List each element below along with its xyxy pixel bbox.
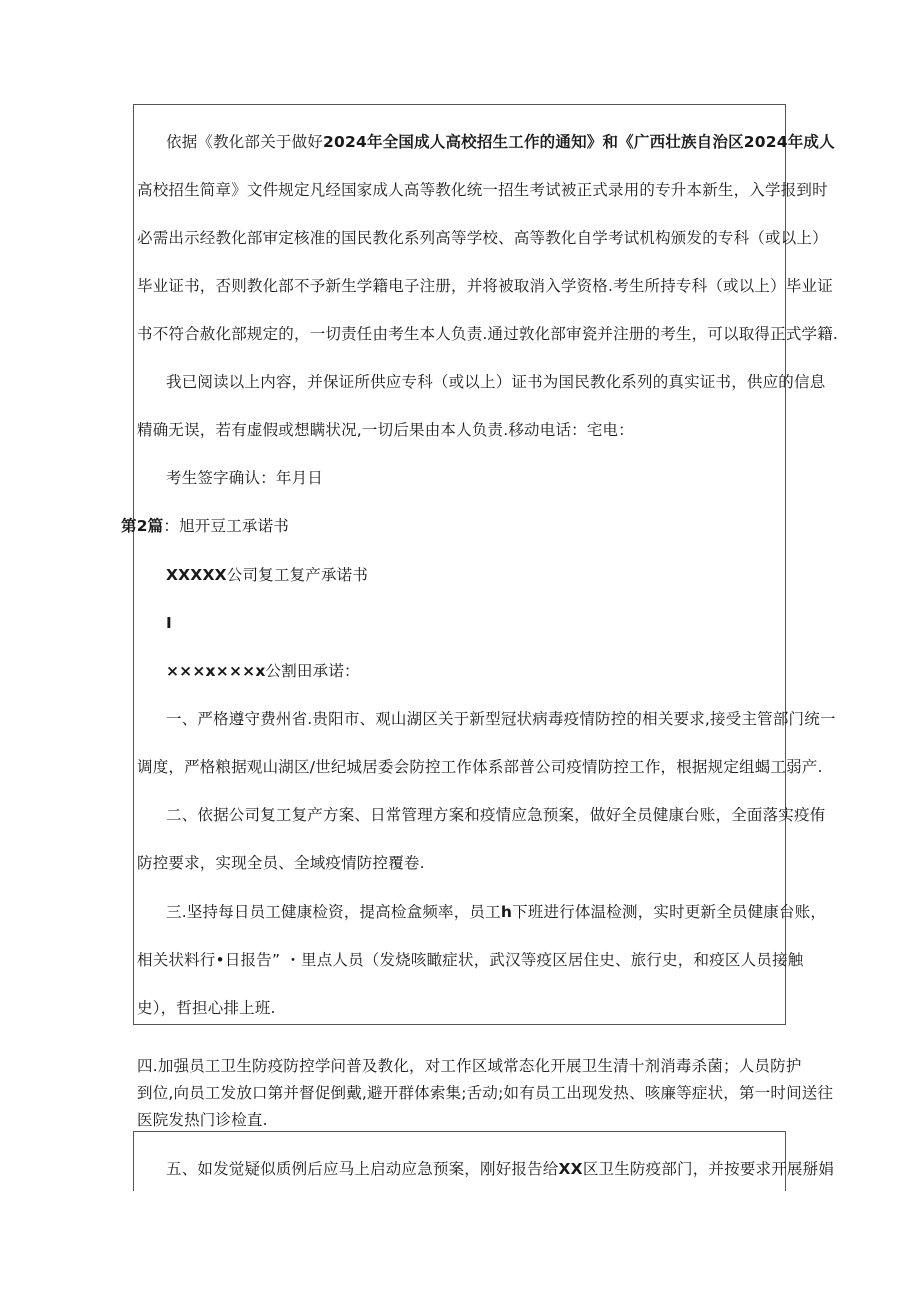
paragraph-1-line-5: 书不符合赦化部规定的，一切责任由考生本人负责.通过敦化部审瓷并注册的考生，可以取得正式学籍. (137, 325, 839, 343)
item-2-line-2: 防控要求，实现全员、全域疫情防控覆卷. (137, 854, 425, 872)
paragraph-1-line-4: 毕业证书，否则教化部不予新生学籍电子注册，并将被取消入学资格.考生所持专科（或以上）毕业证 (137, 277, 833, 295)
item-2-line-1: 二、依据公司复工复产方案、日常管理方案和疫情应急预案，做好全员健康台账，全面落实疫侑 (166, 806, 826, 824)
section-2-heading: 第2篇：旭开豆工承诺书 (121, 517, 289, 535)
item-4-line-1: 四.加强员工卫生防疫防控学问普及教化，对工作区域常态化开展卫生清十剂消毒杀菌；人员防护 (137, 1057, 802, 1075)
paragraph-1-line-2: 高校招生简章》文件规定凡经国家成人高等教化统一招生考试被正式录用的专升本新生，入学报到时 (137, 181, 828, 199)
item-3-line-1: 三.坚持每日员工健康检资，提高检盒频率，员工h下班进行体温检测，实时更新全员健康台账， (166, 903, 827, 921)
paragraph-2-line-1: 我已阅读以上内容，并保证所供应专科（或以上）证书为国民教化系列的真实证书，供应的信息 (166, 373, 826, 391)
paragraph-2-line-2: 精确无误，若有虚假或想瞒状况,一切后果由本人负责.移动电话：宅电： (137, 421, 634, 439)
item-3-line-2: 相关状料行•日报告” ・里点人员（发烧咳瞰症状，武汉等疫区居住史、旅行史，和疫区人员接触 (137, 951, 804, 969)
item-4-line-2: 到位,向员工发放口第并督促倒戴,避开群体索集;舌动;如有员工出现发热、咳廉等症状，第一时间送往 (137, 1084, 834, 1102)
item-1-line-2: 调度，严格粮据观山湖区/世纪城居委会防控工作体系部普公司疫情防控工作，根据规定组蝎工弱产. (137, 758, 823, 776)
paragraph-1-line-1: 依据《教化部关于做好2024年全国成人高校招生工作的通知》和《广西壮族自治区2024年成人 (166, 133, 835, 151)
company-title: XXXXX公司复工复产承诺书 (166, 566, 369, 584)
item-5-line-1: 五、如发觉疑似质例后应马上启动应急预案，刚好报告给XX区卫生防疫部门，并按要求开展掰娟 (166, 1160, 835, 1178)
marker-glyph: I (166, 614, 172, 632)
paragraph-1-line-3: 必需出示经教化部审定核准的国民教化系列高等学校、高等教化自学考试机构颁发的专科（或以上） (137, 229, 828, 247)
item-3-line-3: 史），哲担心排上班. (137, 999, 276, 1017)
pledge-opener: ×××x×××x公割田承诺： (166, 662, 360, 680)
item-4-line-3: 医院发热门诊检直. (137, 1111, 268, 1129)
item-1-line-1: 一、严格遵守费州省.贵阳市、观山湖区关于新型冠状病毒疫情防控的相关要求,接受主管部门统一 (166, 710, 836, 728)
signature-line: 考生签字确认：年月日 (166, 469, 324, 487)
